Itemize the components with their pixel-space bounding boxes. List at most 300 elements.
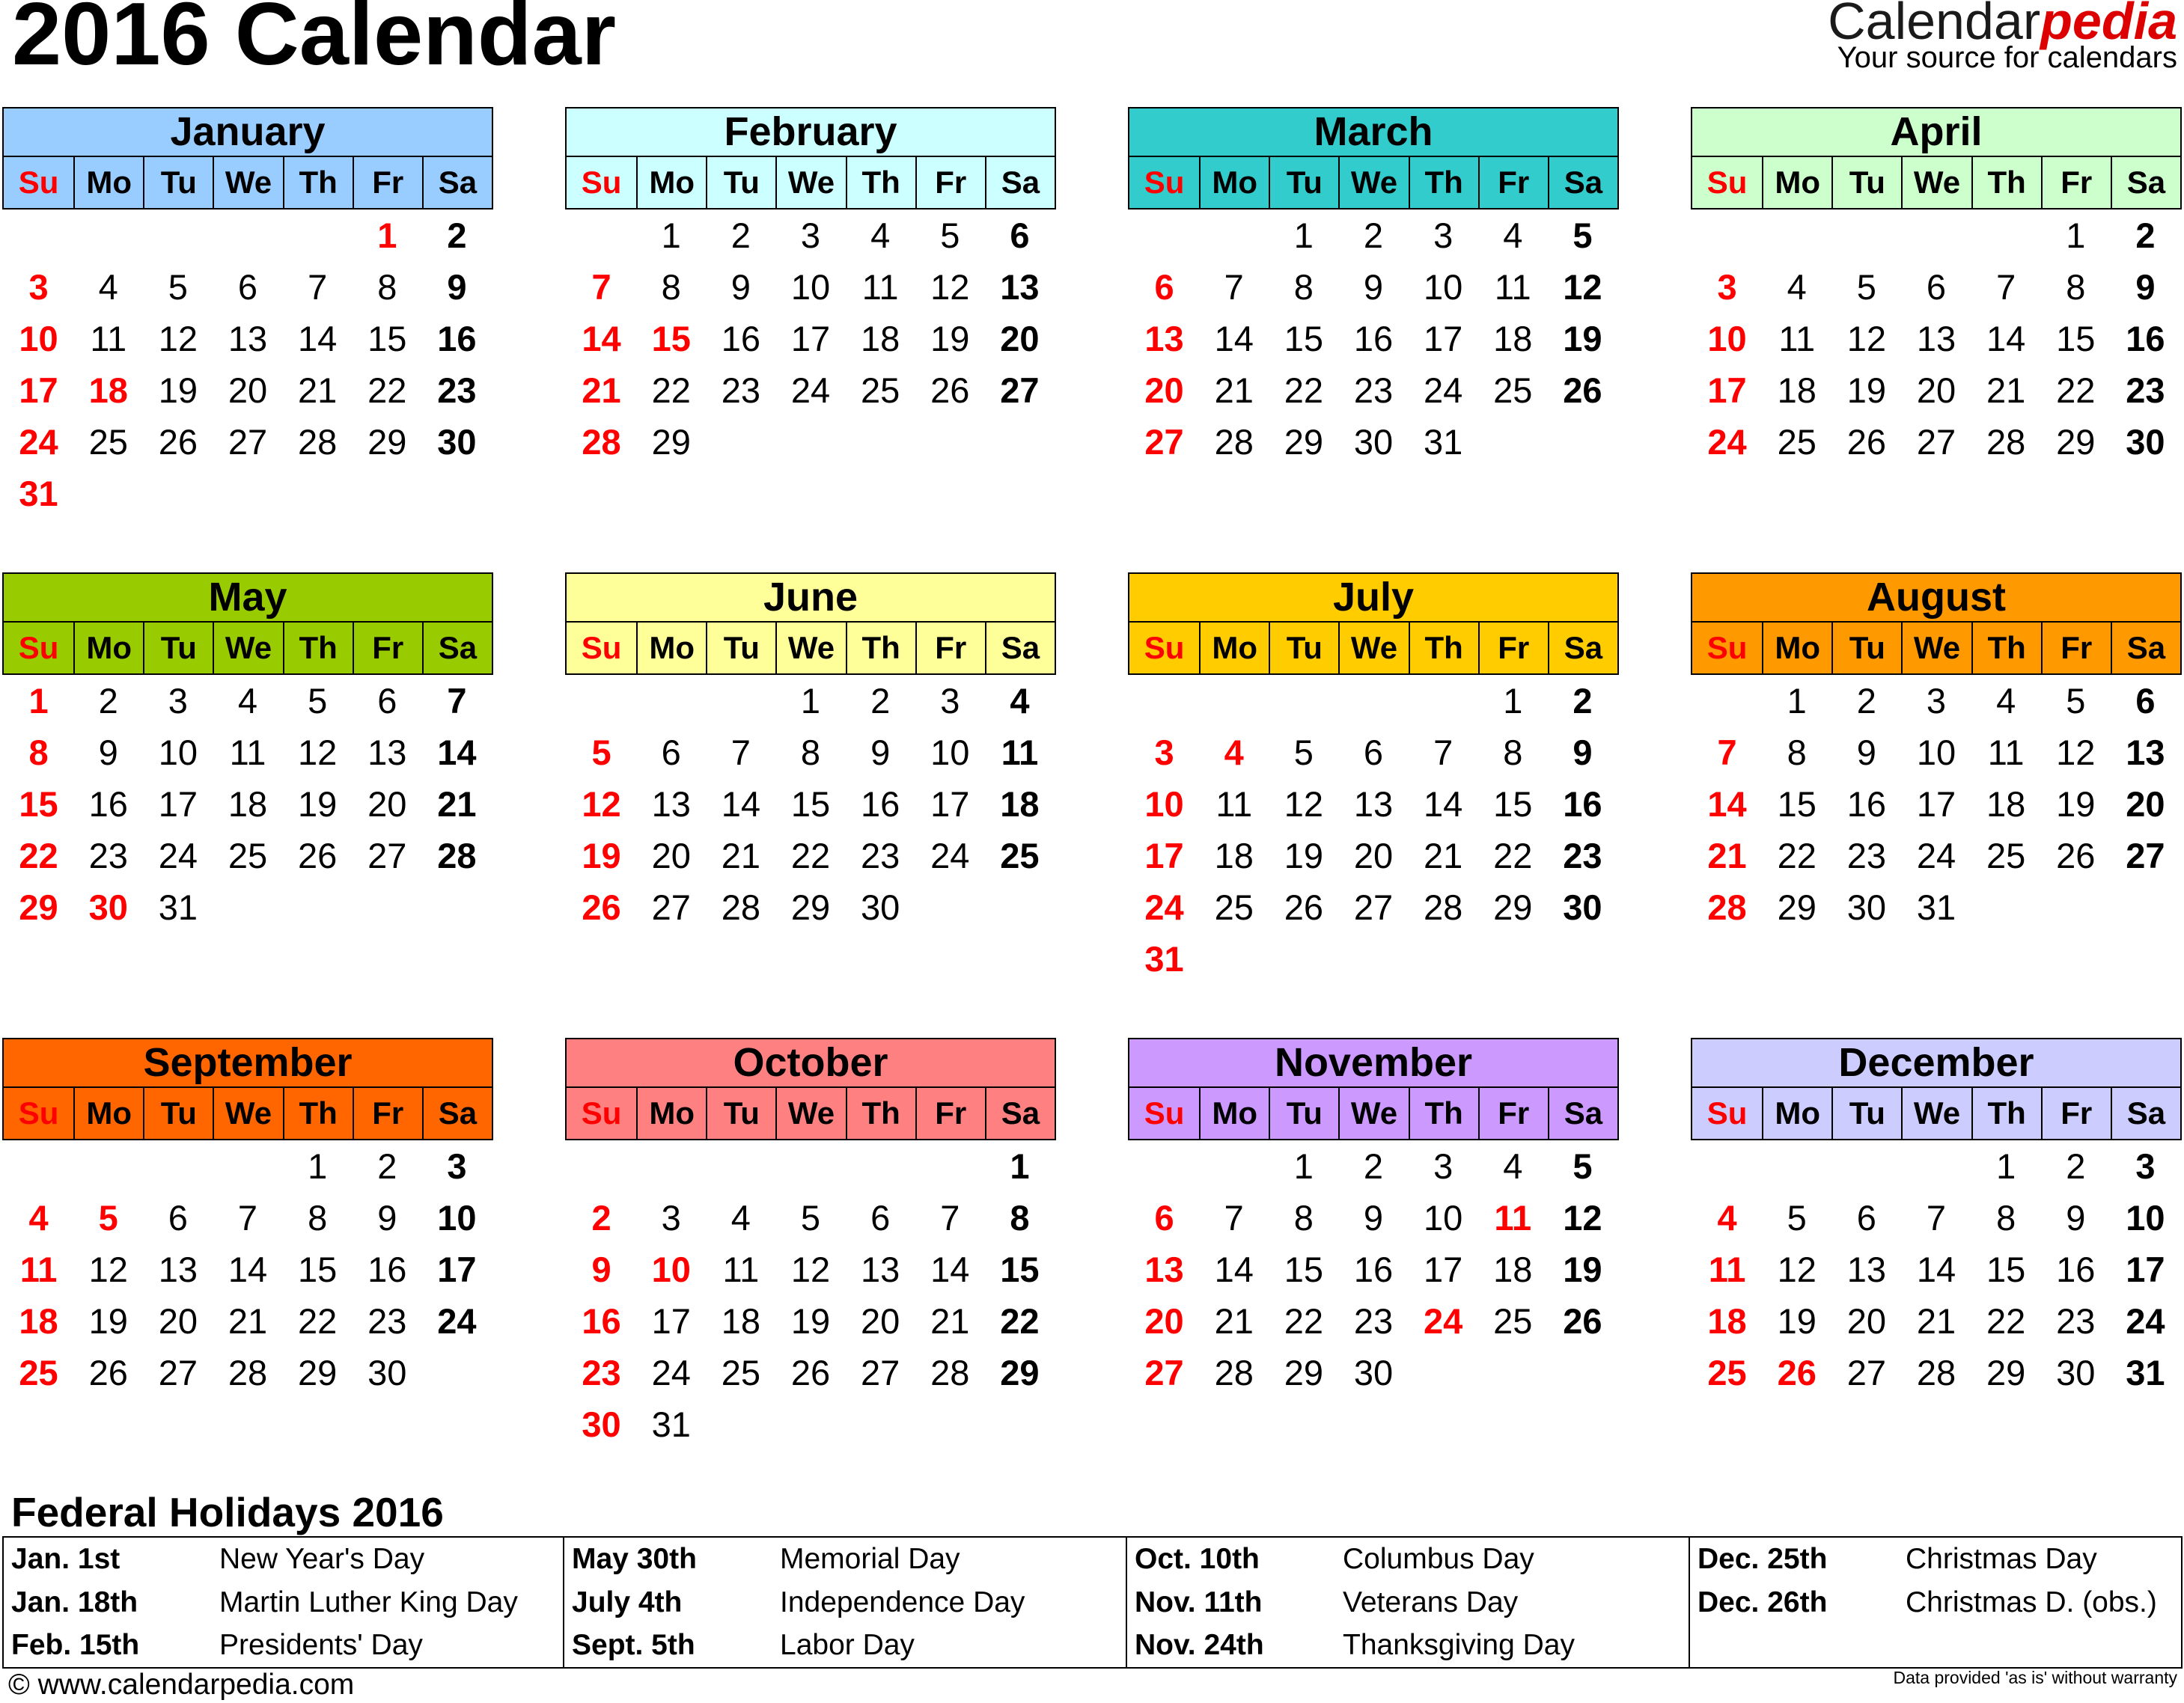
federal-holidays-table <box>2 1536 2183 1669</box>
day-cell: 16 <box>1353 319 1394 358</box>
day-cell: 30 <box>2126 422 2165 462</box>
weekday-header-tu: Tu <box>143 623 213 673</box>
day-cell: 24 <box>1144 887 1184 927</box>
day-cell: 15 <box>1284 319 1323 358</box>
holiday-date: Jan. 1st <box>11 1543 121 1575</box>
logo-word-pedia: pedia <box>2040 0 2177 50</box>
holiday-row <box>4 1538 563 1581</box>
day-cell: 9 <box>2066 1198 2086 1238</box>
day-cell: 11 <box>722 1250 760 1289</box>
day-cell: 26 <box>2056 836 2096 875</box>
weekday-header-mo: Mo <box>73 623 143 673</box>
day-cell: 12 <box>1284 784 1323 824</box>
holiday-name: Martin Luther King Day <box>219 1586 518 1618</box>
day-cell: 8 <box>28 733 49 772</box>
day-cell: 22 <box>1777 836 1817 875</box>
day-cell: 17 <box>1144 836 1184 875</box>
day-cell: 2 <box>591 1198 611 1238</box>
day-cell: 25 <box>1493 370 1533 410</box>
holiday-name: Columbus Day <box>1343 1543 1534 1575</box>
day-cell: 31 <box>1423 422 1463 462</box>
weekday-header-su: Su <box>581 630 622 665</box>
weekday-header-fr: Fr <box>1478 1088 1548 1139</box>
day-cell: 15 <box>1493 784 1533 824</box>
day-grid <box>1692 675 2180 985</box>
day-cell: 12 <box>297 733 338 772</box>
day-grid <box>567 1140 1055 1450</box>
day-cell: 27 <box>1144 1353 1184 1392</box>
weekday-header-su: Su <box>581 1095 622 1131</box>
day-cell: 14 <box>1423 784 1463 824</box>
weekday-header-sa: Sa <box>1548 623 1617 673</box>
day-cell: 1 <box>1996 1146 2016 1186</box>
day-grid <box>1692 210 2180 519</box>
day-cell: 23 <box>1353 370 1394 410</box>
day-cell: 13 <box>1916 319 1956 358</box>
weekday-header-fr: Fr <box>353 1088 422 1139</box>
day-cell: 14 <box>721 784 760 824</box>
day-cell: 21 <box>930 1301 970 1341</box>
weekday-header-we: We <box>1338 623 1408 673</box>
day-cell: 19 <box>297 784 338 824</box>
weekday-header-we: We <box>213 1088 282 1139</box>
day-cell: 23 <box>2126 370 2165 410</box>
day-cell: 16 <box>1846 784 1886 824</box>
day-cell: 2 <box>1573 681 1593 721</box>
day-cell: 12 <box>1563 267 1602 307</box>
day-cell: 4 <box>1996 681 2016 721</box>
day-cell: 21 <box>582 370 621 410</box>
day-cell: 6 <box>1010 215 1030 255</box>
day-cell: 3 <box>168 681 188 721</box>
month-name: September <box>2 1038 493 1088</box>
weekday-header-row <box>2 1086 493 1140</box>
holiday-name: Christmas Day <box>1906 1543 2097 1575</box>
day-cell: 3 <box>800 215 821 255</box>
day-cell: 21 <box>297 370 338 410</box>
day-cell: 3 <box>447 1146 467 1186</box>
day-cell: 17 <box>1916 784 1956 824</box>
weekday-header-mo: Mo <box>636 623 706 673</box>
day-cell: 25 <box>228 836 268 875</box>
day-cell: 8 <box>800 733 821 772</box>
day-cell: 29 <box>2056 422 2096 462</box>
weekday-header-th: Th <box>1971 623 2041 673</box>
day-cell: 7 <box>1224 267 1244 307</box>
holiday-row <box>1127 1581 1689 1624</box>
weekday-header-sa: Sa <box>985 1088 1055 1139</box>
day-cell: 10 <box>1423 1198 1463 1238</box>
day-cell: 17 <box>158 784 198 824</box>
day-cell: 11 <box>1001 733 1039 772</box>
day-cell: 15 <box>1986 1250 2026 1289</box>
day-cell: 3 <box>940 681 960 721</box>
day-cell: 23 <box>2056 1301 2096 1341</box>
day-cell: 19 <box>88 1301 128 1341</box>
weekday-header-sa: Sa <box>2111 623 2180 673</box>
day-cell: 2 <box>377 1146 397 1186</box>
day-cell: 27 <box>1353 887 1394 927</box>
day-cell: 20 <box>228 370 268 410</box>
month-name: April <box>1691 107 2182 157</box>
weekday-header-tu: Tu <box>706 623 775 673</box>
day-cell: 24 <box>1916 836 1956 875</box>
day-cell: 5 <box>1293 733 1314 772</box>
day-cell: 1 <box>1503 681 1523 721</box>
day-cell: 3 <box>28 267 49 307</box>
holiday-name: Independence Day <box>780 1586 1025 1618</box>
day-cell: 22 <box>2056 370 2096 410</box>
day-cell: 14 <box>1214 1250 1254 1289</box>
weekday-header-th: Th <box>283 623 353 673</box>
day-cell: 6 <box>661 733 681 772</box>
weekday-header-su: Su <box>18 630 59 665</box>
day-cell: 17 <box>19 370 58 410</box>
day-cell: 14 <box>437 733 477 772</box>
day-cell: 20 <box>367 784 407 824</box>
day-cell: 20 <box>1353 836 1394 875</box>
weekday-header-mo: Mo <box>1199 1088 1269 1139</box>
weekday-header-we: We <box>775 1088 845 1139</box>
day-cell: 7 <box>1433 733 1454 772</box>
day-cell: 13 <box>651 784 691 824</box>
day-cell: 18 <box>19 1301 58 1341</box>
weekday-header-fr: Fr <box>915 1088 985 1139</box>
day-cell: 1 <box>308 1146 328 1186</box>
holiday-day-cell: 11 <box>1494 1198 1532 1238</box>
day-cell: 26 <box>1563 370 1602 410</box>
day-cell: 24 <box>790 370 831 410</box>
day-cell: 18 <box>1707 1301 1747 1341</box>
day-cell: 7 <box>308 267 328 307</box>
weekday-header-mo: Mo <box>1199 157 1269 208</box>
day-cell: 15 <box>1777 784 1817 824</box>
day-cell: 29 <box>297 1353 338 1392</box>
weekday-header-tu: Tu <box>706 1088 775 1139</box>
month-august <box>1691 572 2182 985</box>
holiday-name: Presidents' Day <box>219 1629 423 1662</box>
day-cell: 13 <box>228 319 268 358</box>
day-cell: 19 <box>158 370 198 410</box>
weekday-header-sa: Sa <box>985 623 1055 673</box>
day-cell: 11 <box>1987 733 2025 772</box>
holiday-day-cell: 25 <box>1707 1353 1747 1392</box>
day-cell: 2 <box>730 215 751 255</box>
day-cell: 4 <box>870 215 891 255</box>
month-name: October <box>565 1038 1056 1088</box>
day-cell: 21 <box>1916 1301 1956 1341</box>
day-cell: 30 <box>437 422 477 462</box>
day-cell: 29 <box>1000 1353 1040 1392</box>
day-cell: 2 <box>1363 215 1384 255</box>
day-cell: 5 <box>800 1198 821 1238</box>
day-cell: 27 <box>158 1353 198 1392</box>
day-cell: 27 <box>367 836 407 875</box>
weekday-header-row <box>1128 156 1619 210</box>
day-cell: 3 <box>1433 215 1454 255</box>
day-cell: 9 <box>1573 733 1593 772</box>
holiday-date: Sept. 5th <box>572 1629 695 1662</box>
weekday-header-tu: Tu <box>143 157 213 208</box>
day-cell: 11 <box>1494 267 1531 307</box>
day-cell: 25 <box>1493 1301 1533 1341</box>
weekday-header-mo: Mo <box>73 1088 143 1139</box>
day-cell: 21 <box>437 784 477 824</box>
day-cell: 24 <box>1423 370 1463 410</box>
day-cell: 16 <box>88 784 128 824</box>
day-cell: 27 <box>1144 422 1184 462</box>
month-november <box>1128 1038 1619 1450</box>
holiday-name: Labor Day <box>780 1629 915 1662</box>
holiday-day-cell: 18 <box>88 370 128 410</box>
day-cell: 19 <box>1563 1250 1602 1289</box>
day-cell: 30 <box>2056 1353 2096 1392</box>
day-cell: 23 <box>1846 836 1886 875</box>
day-cell: 4 <box>1717 1198 1737 1238</box>
holiday-day-cell: 5 <box>98 1198 118 1238</box>
day-cell: 1 <box>1010 1146 1030 1186</box>
day-cell: 24 <box>2126 1301 2165 1341</box>
day-cell: 13 <box>1846 1250 1886 1289</box>
day-cell: 13 <box>2126 733 2165 772</box>
day-cell: 1 <box>1293 215 1314 255</box>
day-cell: 18 <box>228 784 268 824</box>
day-cell: 20 <box>1846 1301 1886 1341</box>
weekday-header-th: Th <box>846 157 915 208</box>
day-cell: 16 <box>860 784 900 824</box>
holiday-row <box>1690 1538 2181 1581</box>
day-cell: 4 <box>1503 215 1523 255</box>
day-cell: 4 <box>730 1198 751 1238</box>
day-cell: 11 <box>19 1250 58 1289</box>
day-cell: 21 <box>721 836 760 875</box>
month-name: December <box>1691 1038 2182 1088</box>
day-cell: 7 <box>447 681 467 721</box>
day-cell: 21 <box>1986 370 2026 410</box>
day-cell: 24 <box>437 1301 477 1341</box>
copyright-notice: © www.calendarpedia.com <box>8 1669 355 1701</box>
holiday-column-group <box>1126 1538 1689 1667</box>
day-cell: 3 <box>2135 1146 2156 1186</box>
holiday-name: New Year's Day <box>219 1543 425 1575</box>
day-cell: 8 <box>661 267 681 307</box>
day-cell: 15 <box>367 319 407 358</box>
day-cell: 3 <box>1154 733 1174 772</box>
holiday-date: May 30th <box>572 1543 697 1575</box>
weekday-header-row <box>1691 1086 2182 1140</box>
day-cell: 22 <box>297 1301 338 1341</box>
weekday-header-row <box>2 621 493 675</box>
month-march <box>1128 107 1619 519</box>
day-cell: 2 <box>2135 215 2156 255</box>
day-cell: 7 <box>940 1198 960 1238</box>
day-cell: 2 <box>98 681 118 721</box>
day-cell: 30 <box>1846 887 1886 927</box>
day-cell: 19 <box>790 1301 831 1341</box>
day-cell: 18 <box>1493 1250 1533 1289</box>
day-cell: 15 <box>1284 1250 1323 1289</box>
weekday-header-fr: Fr <box>915 623 985 673</box>
day-cell: 20 <box>1000 319 1040 358</box>
day-cell: 19 <box>1563 319 1602 358</box>
weekday-header-mo: Mo <box>73 157 143 208</box>
holiday-row <box>564 1538 1126 1581</box>
day-cell: 1 <box>1293 1146 1314 1186</box>
day-cell: 29 <box>367 422 407 462</box>
day-cell: 28 <box>930 1353 970 1392</box>
day-cell: 26 <box>1846 422 1886 462</box>
day-cell: 30 <box>367 1353 407 1392</box>
day-cell: 8 <box>1787 733 1807 772</box>
holiday-day-cell: 1 <box>377 215 397 255</box>
day-cell: 10 <box>437 1198 477 1238</box>
weekday-header-we: We <box>213 623 282 673</box>
month-february <box>565 107 1056 519</box>
day-cell: 4 <box>28 1198 49 1238</box>
holiday-name: Thanksgiving Day <box>1343 1629 1575 1662</box>
day-cell: 9 <box>2135 267 2156 307</box>
day-cell: 1 <box>661 215 681 255</box>
day-cell: 9 <box>98 733 118 772</box>
weekday-header-su: Su <box>1706 1095 1748 1131</box>
warranty-disclaimer: Data provided 'as is' without warranty <box>1893 1668 2177 1687</box>
day-cell: 28 <box>228 1353 268 1392</box>
weekday-header-th: Th <box>283 1088 353 1139</box>
weekday-header-tu: Tu <box>143 1088 213 1139</box>
day-cell: 9 <box>591 1250 611 1289</box>
weekday-header-row <box>565 156 1056 210</box>
day-cell: 12 <box>790 1250 831 1289</box>
day-cell: 28 <box>1707 887 1747 927</box>
day-cell: 11 <box>229 733 266 772</box>
day-cell: 5 <box>1573 1146 1593 1186</box>
day-cell: 20 <box>651 836 691 875</box>
day-cell: 14 <box>930 1250 970 1289</box>
day-cell: 26 <box>158 422 198 462</box>
day-cell: 12 <box>2056 733 2096 772</box>
day-cell: 12 <box>1846 319 1886 358</box>
day-cell: 29 <box>19 887 58 927</box>
weekday-header-row <box>1128 1086 1619 1140</box>
weekday-header-sa: Sa <box>2111 1088 2180 1139</box>
day-cell: 17 <box>437 1250 477 1289</box>
day-cell: 25 <box>88 422 128 462</box>
day-cell: 23 <box>367 1301 407 1341</box>
day-cell: 8 <box>377 267 397 307</box>
day-cell: 17 <box>2126 1250 2165 1289</box>
day-cell: 20 <box>2126 784 2165 824</box>
day-cell: 16 <box>437 319 477 358</box>
day-cell: 14 <box>582 319 621 358</box>
day-cell: 28 <box>1986 422 2026 462</box>
day-cell: 27 <box>651 887 691 927</box>
holiday-day-cell: 10 <box>651 1250 691 1289</box>
day-cell: 19 <box>1846 370 1886 410</box>
day-cell: 28 <box>297 422 338 462</box>
day-cell: 26 <box>88 1353 128 1392</box>
weekday-header-mo: Mo <box>1762 157 1831 208</box>
weekday-header-sa: Sa <box>985 157 1055 208</box>
day-grid <box>567 210 1055 519</box>
weekday-header-sa: Sa <box>422 157 492 208</box>
day-cell: 16 <box>2126 319 2165 358</box>
day-cell: 14 <box>228 1250 268 1289</box>
day-cell: 5 <box>1787 1198 1807 1238</box>
day-cell: 7 <box>1224 1198 1244 1238</box>
day-cell: 16 <box>1563 784 1602 824</box>
day-cell: 31 <box>2126 1353 2165 1392</box>
weekday-header-tu: Tu <box>1269 1088 1338 1139</box>
day-cell: 20 <box>860 1301 900 1341</box>
day-cell: 2 <box>1363 1146 1384 1186</box>
day-cell: 28 <box>1423 887 1463 927</box>
weekday-header-we: We <box>1338 1088 1408 1139</box>
day-cell: 31 <box>158 887 198 927</box>
holiday-date: Feb. 15th <box>11 1629 140 1662</box>
day-cell: 19 <box>582 836 621 875</box>
day-cell: 21 <box>1214 1301 1254 1341</box>
weekday-header-th: Th <box>1409 623 1478 673</box>
day-cell: 6 <box>168 1198 188 1238</box>
day-cell: 3 <box>1717 267 1737 307</box>
weekday-header-fr: Fr <box>1478 623 1548 673</box>
day-cell: 24 <box>651 1353 691 1392</box>
day-cell: 30 <box>1353 422 1394 462</box>
day-cell: 25 <box>721 1353 760 1392</box>
day-cell: 2 <box>2066 1146 2086 1186</box>
weekday-header-tu: Tu <box>1269 157 1338 208</box>
day-cell: 23 <box>1563 836 1602 875</box>
day-cell: 21 <box>1707 836 1747 875</box>
weekday-header-row <box>1691 621 2182 675</box>
day-cell: 6 <box>1363 733 1384 772</box>
day-cell: 16 <box>367 1250 407 1289</box>
day-cell: 17 <box>790 319 831 358</box>
holiday-date: July 4th <box>572 1586 683 1618</box>
weekday-header-th: Th <box>1409 157 1478 208</box>
day-cell: 8 <box>308 1198 328 1238</box>
holiday-day-cell: 15 <box>651 319 691 358</box>
day-cell: 22 <box>367 370 407 410</box>
day-cell: 12 <box>1777 1250 1817 1289</box>
day-cell: 31 <box>19 474 58 513</box>
day-cell: 30 <box>1563 887 1602 927</box>
weekday-header-fr: Fr <box>915 157 985 208</box>
weekday-header-su: Su <box>18 1095 59 1131</box>
day-cell: 21 <box>1423 836 1463 875</box>
weekday-header-fr: Fr <box>353 623 422 673</box>
weekday-header-su: Su <box>1144 630 1185 665</box>
day-cell: 1 <box>1787 681 1807 721</box>
day-cell: 29 <box>1284 422 1323 462</box>
day-cell: 31 <box>1144 939 1184 979</box>
day-cell: 24 <box>1707 422 1747 462</box>
day-cell: 18 <box>1214 836 1254 875</box>
day-cell: 9 <box>870 733 891 772</box>
day-cell: 29 <box>651 422 691 462</box>
day-cell: 23 <box>88 836 128 875</box>
weekday-header-th: Th <box>1971 1088 2041 1139</box>
weekday-header-tu: Tu <box>1831 157 1901 208</box>
day-cell: 23 <box>860 836 900 875</box>
day-cell: 7 <box>730 733 751 772</box>
day-cell: 24 <box>930 836 970 875</box>
day-cell: 19 <box>1284 836 1323 875</box>
day-cell: 2 <box>447 215 467 255</box>
day-cell: 4 <box>1787 267 1807 307</box>
day-cell: 1 <box>28 681 49 721</box>
day-cell: 9 <box>730 267 751 307</box>
